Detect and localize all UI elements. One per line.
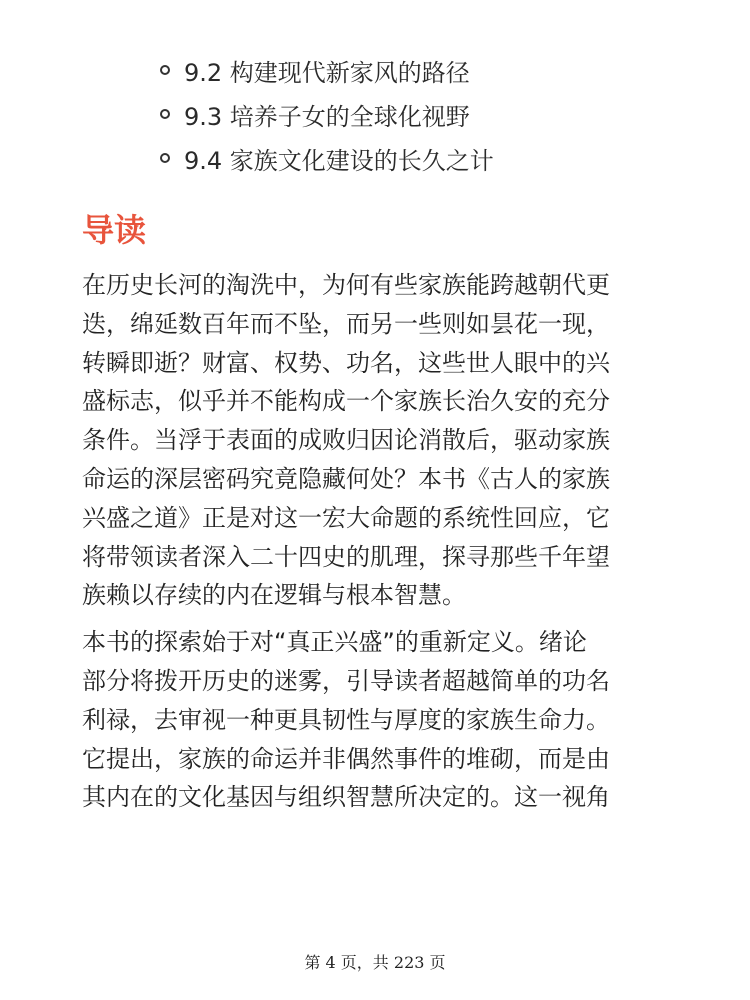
text-line: 条件。当浮于表面的成败归因论消散后，驱动家族 — [82, 426, 610, 455]
text-line: 命运的深层密码究竟隐藏何处？本书《古人的家族 — [82, 464, 610, 493]
text-line: 在历史长河的淘洗中，为何有些家族能跨越朝代更 — [82, 271, 610, 299]
text-line: 迭，绵延数百年而不坠，而另一些则如昙花一现， — [82, 309, 610, 338]
text-line: 盛标志，似乎并不能构成一个家族长治久安的充分 — [82, 387, 610, 416]
toc-item-label: 9.4 家族文化建设的长久之计 — [184, 146, 494, 175]
toc-item[interactable] — [160, 92, 494, 136]
circle-bullet-icon — [160, 65, 170, 75]
text-line: 转瞬即逝？财富、权势、功名，这些世人眼中的兴 — [82, 348, 610, 377]
page-footer: 第 4 页，共 223 页 — [304, 953, 446, 972]
text-line: 将带领读者深入二十四史的肌理，探寻那些千年望 — [82, 542, 610, 571]
paragraph-1 — [82, 266, 672, 615]
circle-bullet-icon — [160, 153, 170, 163]
toc-list — [160, 48, 494, 180]
toc-item-label: 9.2 构建现代新家风的路径 — [184, 58, 470, 87]
text-line: 它提出，家族的命运并非偶然事件的堆砌，而是由 — [82, 744, 610, 773]
toc-item[interactable] — [160, 136, 494, 180]
paragraph-2 — [82, 623, 672, 817]
circle-bullet-icon — [160, 109, 170, 119]
text-line: 兴盛之道》正是对这一宏大命题的系统性回应，它 — [82, 503, 610, 532]
text-line: 族赖以存续的内在逻辑与根本智慧。 — [82, 581, 466, 610]
text-line: 部分将拨开历史的迷雾，引导读者超越简单的功名 — [82, 666, 610, 695]
body-content — [82, 266, 672, 825]
toc-item-label: 9.3 培养子女的全球化视野 — [184, 102, 470, 131]
text-line: 本书的探索始于对“真正兴盛”的重新定义。绪论 — [82, 628, 587, 657]
text-line: 利禄，去审视一种更具韧性与厚度的家族生命力。 — [82, 705, 610, 734]
section-title: 导读 — [82, 211, 147, 249]
toc-item[interactable] — [160, 48, 494, 92]
text-line: 其内在的文化基因与组织智慧所决定的。这一视角 — [82, 783, 610, 812]
